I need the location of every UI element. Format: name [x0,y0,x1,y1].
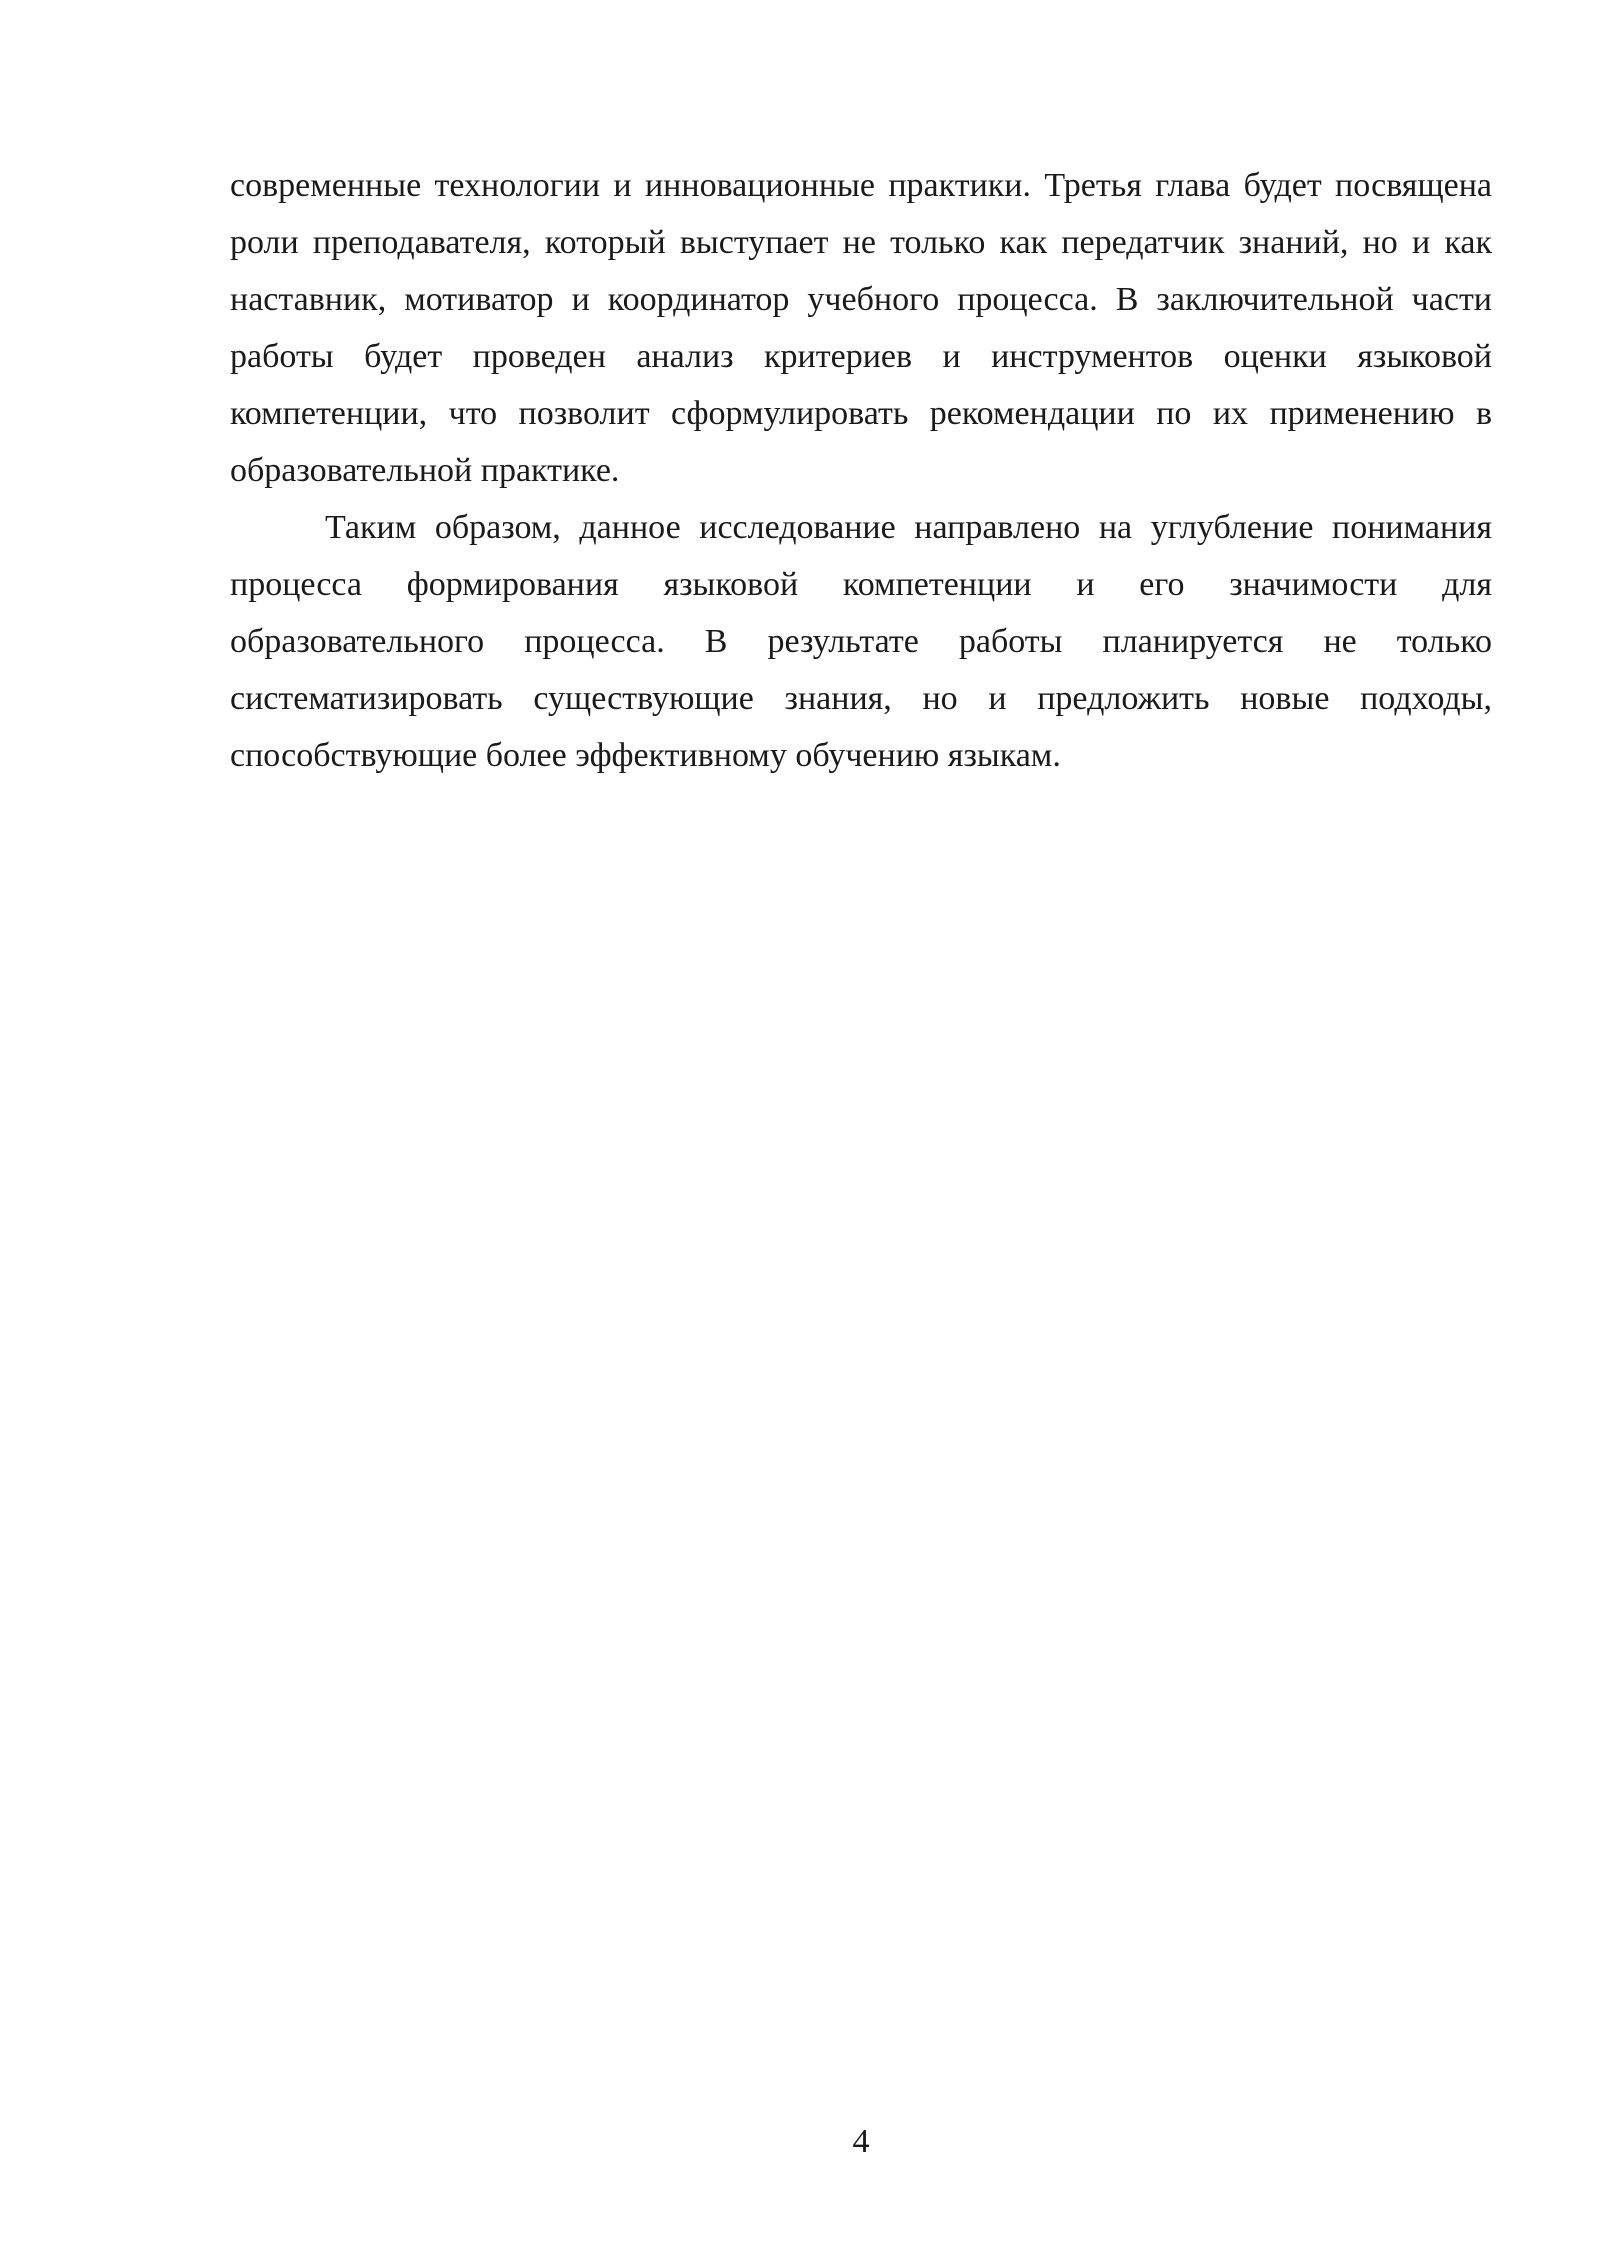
paragraph-conclusion: Таким образом, данное исследование направлено на углубление понимания процесса формирования языковой компетенции и его значимости для образовательного процесса. В результате работы планируется не только систематизировать существующие знания, но и предложить новые подходы, способствующие более эффективному обучению языкам. [230,509,1492,774]
body-text [230,157,1492,784]
paragraph-continuation: современные технологии и инновационные практики. Третья глава будет посвящена роли преподавателя, который выступает не только как передатчик знаний, но и как наставник, мотиватор и координатор учебного процесса. В заключительной части работы будет проведен анализ критериев и инструментов оценки языковой компетенции, что позволит сформулировать рекомендации по их применению в образовательной практике. [230,167,1492,489]
page-number: 4 [852,2123,870,2160]
